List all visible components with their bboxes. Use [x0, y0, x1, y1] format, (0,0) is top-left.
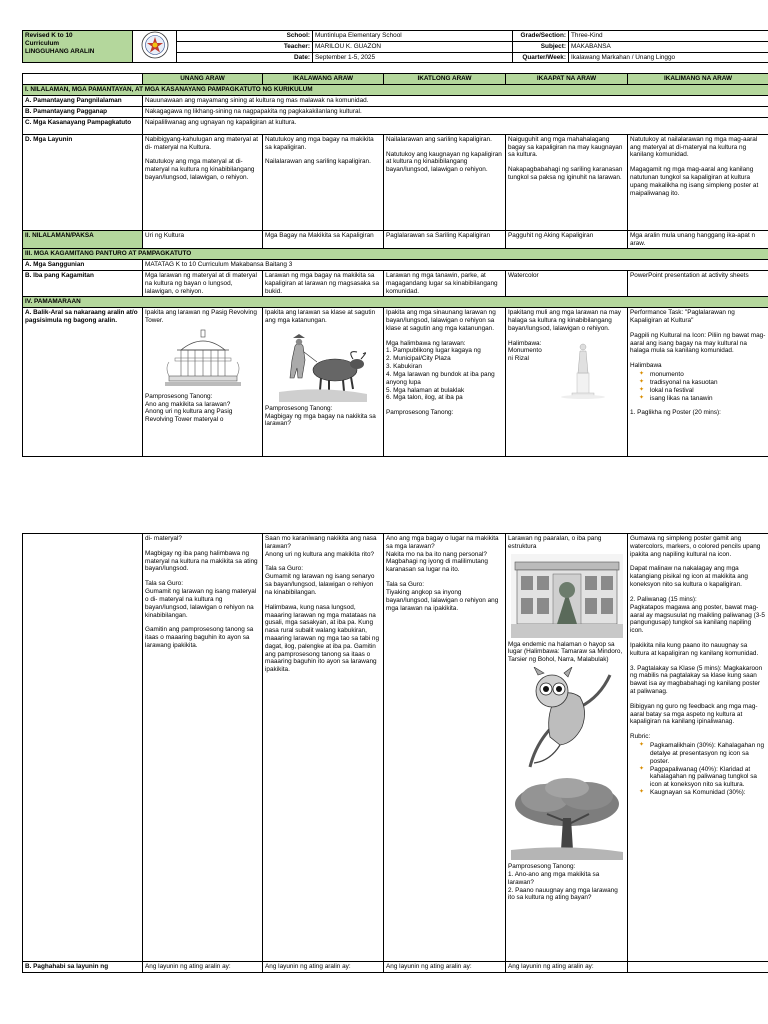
day-header-2: IKALAWANG ARAW	[263, 74, 384, 85]
day-header-5: IKALIMANG NA ARAW	[628, 74, 768, 85]
lesson-purpose-day-5	[628, 962, 768, 973]
date-label: Date:	[177, 52, 313, 63]
references-value: MATATAG K to 10 Curriculum Makabansa Baitang 3	[143, 260, 768, 271]
topic-label: II. NILALAMAN/PAKSA	[23, 230, 143, 249]
deped-seal-icon	[141, 31, 169, 59]
competency-value: Naipaliliwanag ang ugnayan ng kapaligiran at kultura.	[143, 117, 768, 134]
section-i-title: I. NILALAMAN, MGA PAMANTAYAN, AT MGA KASANAYANG PAMPAGKATUTO NG KURIKULUM	[23, 85, 768, 96]
lesson-plan-table	[22, 73, 768, 457]
subject-value: MAKABANSA	[569, 41, 768, 52]
quarter-value: Ikalawang Markahan / Unang Linggo	[569, 52, 768, 63]
quarter-label: Quarter/Week:	[513, 52, 569, 63]
rizal-monument-image	[560, 333, 606, 399]
review-day-2-continued: Saan mo karaniwang nakikita ang nasa larawan? Anong uri ng kultura ang makikita rito? Tala sa Guro: Gumamit ng larawan ng isang senaryo sa bayan/lungsod, lalawigan o rehiyon na kinabibilangan. Halimbawa, kung nasa lungsod, maaaring larawan ng mga matataas na gusali, mga sasakyan, at iba pa. Kung nasa rural subalit walang kabukiran, maaaring larawan ng mga tao sa tabi ng dagat, ilog, palengke at iba pa. Gamitin ang pamprosesong tanong sa itaas o maaaring baguhin ito ayon sa larawang ipakikita.	[263, 534, 384, 962]
review-label: A. Balik-Aral sa nakaraang aralin at/o pagsisimula ng bagong aralin.	[23, 308, 143, 457]
lesson-title: Revised K to 10 Curriculum LINGGUHANG ARALIN	[23, 31, 133, 63]
materials-day-1: Mga larawan ng materyal at di materyal na kultura ng bayan o lungsod, lalawigan, o rehiyon.	[143, 270, 263, 296]
topic-day-2: Mga Bagay na Makikita sa Kapaligiran	[263, 230, 384, 249]
lesson-purpose-day-2: Ang layunin ng ating aralin ay:	[263, 962, 384, 973]
materials-day-4: Watercolor	[506, 270, 628, 296]
references-label: A. Mga Sanggunian	[23, 260, 143, 271]
cultural-icon-examples	[630, 371, 766, 402]
review-day-4-continued: Larawan ng paaralan, o iba pang estruktura Mga endemic na halaman o hayop sa lugar (Halimbawa: Tamaraw sa Mindoro, Tarsier ng Bohol, Narra, Malabulak) Pamprosesong Tanong: 1. Ano-ano ang mga makikita sa larawan? 2. Paano nauugnay ang mga larawang ito sa kultura ng ating bayan?	[506, 534, 628, 962]
review-day-4: Ipakitang muli ang mga larawan na may halaga sa kultura ng kinabibilangang bayan/lungsod, lalawigan o rehiyon. Halimbawa: Monumento ni Rizal	[506, 308, 628, 457]
lesson-purpose-day-3: Ang layunin ng ating aralin ay:	[384, 962, 506, 973]
school-value: Muntinlupa Elementary School	[313, 31, 513, 42]
pasig-revolving-tower-image	[161, 328, 245, 390]
review-day-3: Ipakita ang mga sinaunang larawan ng bayan/lungsod, lalawigan o rehiyon sa klase at sagutin ang mga katanungan. Mga halimbawa ng larawan: 1. Pampublikong lugar kagaya ng 2. Municipal/City Plaza 3. Kabukiran 4. Mga larawan ng bundok at iba pang anyong lupa 5. Mga halaman at bulaklak 6. Mga talon, ilog, at iba pa Pamprosesong Tanong:	[384, 308, 506, 457]
page-one	[0, 30, 768, 457]
list-item: ✦ Kaugnayan sa Komunidad (30%):	[650, 789, 766, 797]
school-label: School:	[177, 31, 313, 42]
review-day-3-continued: Ano ang mga bagay o lugar na makikita sa mga larawan? Nakita mo na ba ito nang personal? Magbahagi ng iyong di malilimutang karanasan sa lugar na ito. Tala sa Guro: Tiyaking angkop sa inyong bayan/lungsod, lalawigan o rehiyon ang mga larawan na ipakikita.	[384, 534, 506, 962]
objectives-label: D. Mga Layunin	[23, 134, 143, 230]
subject-label: Subject:	[513, 41, 569, 52]
topic-day-5: Mga aralin mula unang hanggang ika-apat n araw.	[628, 230, 768, 249]
objectives-day-1: Nabibigyang-kahulugan ang materyal at di- materyal na Kultura. Natutukoy ang mga materyal at di-materyal na kultura ng kinabibilangang bayan/lungsod, lalawigan, o rehiyon.	[143, 134, 263, 230]
farmer-carabao-image	[277, 328, 369, 402]
list-item: ✦ isang likas na tanawin	[650, 395, 766, 403]
lesson-plan-table-continued	[22, 533, 768, 973]
grade-value: Three-Kind	[569, 31, 768, 42]
deped-seal	[133, 31, 177, 63]
review-day-5: Performance Task: "Paglalarawan ng Kapaligiran at Kultura" Pagpili ng Kultural na Icon: Piliin ng bawat mag-aaral ang isang bagay na may kultural na halaga mula sa kanilang komunidad. Halimbawa ✦ monumento ✦ tradisyonal na kasuotan ✦ lokal na festival ✦ isang likas na tanawin 1. Paglikha ng Poster (20 mins):	[628, 308, 768, 457]
lesson-purpose-day-1: Ang layunin ng ating aralin ay:	[143, 962, 263, 973]
rubric-list	[630, 742, 766, 797]
objectives-day-2: Natutukoy ang mga bagay na makikita sa kapaligiran. Nailalarawan ang sariling kapaligiran.	[263, 134, 384, 230]
review-label-continued	[23, 534, 143, 962]
school-building-image	[511, 554, 623, 638]
list-item: ✦ monumento	[650, 371, 766, 379]
tarsier-image	[520, 667, 614, 771]
list-item: ✦ lokal na festival	[650, 387, 766, 395]
day-header-4: IKAAPAT NA ARAW	[506, 74, 628, 85]
performance-standard-label: B. Pamantayang Pagganap	[23, 106, 143, 117]
review-day-1-continued: di- materyal? Magbigay ng iba pang halimbawa ng materyal na kultura na makikita sa ating bayan/lungsod. Tala sa Guro: Gumamit ng larawan ng isang materyal o di- materyal na kultura ng bayan/lungsod, lalawigan o rehiyon na kinabibilangan. Gamitin ang pamprosesong tanong sa itaas o maaaring baguhin ito ayon sa larawang ipakikita.	[143, 534, 263, 962]
date-value: September 1-5, 2025	[313, 52, 513, 63]
list-item: ✦ Pagpapaliwanag (40%): Klaridad at kahalagahan ng paliwanag tungkol sa icon at koneksyon nito sa kultura.	[650, 766, 766, 789]
narra-tree-image	[511, 774, 623, 860]
materials-day-5: PowerPoint presentation at activity sheets	[628, 270, 768, 296]
review-day-2: Ipakita ang larawan sa klase at sagutin ang mga katanungan. Pamprosesong Tanong: Magbigay ng mga bagay na nakikita sa larawan?	[263, 308, 384, 457]
competency-label: C. Mga Kasanayang Pampagkatuto	[23, 117, 143, 134]
other-materials-label: B. Iba pang Kagamitan	[23, 270, 143, 296]
page-two	[0, 533, 768, 973]
section-iii-title: III. MGA KAGAMITANG PANTURO AT PAMPAGKATUTO	[23, 249, 768, 260]
content-standard-value: Nauunawaan ang mayamang sining at kultura ng mas malawak na komunidad.	[143, 96, 768, 107]
day-header-1: UNANG ARAW	[143, 74, 263, 85]
corner-cell	[23, 74, 143, 85]
topic-day-1: Uri ng Kultura	[143, 230, 263, 249]
materials-day-2: Larawan ng mga bagay na makikita sa kapaligiran at larawan ng magsasaka sa bukid.	[263, 270, 384, 296]
teacher-label: Teacher:	[177, 41, 313, 52]
header-table	[22, 30, 768, 63]
objectives-day-3: Nailalarawan ang sariling kapaligiran. Natutukoy ang kaugnayan ng kapaligiran at kultura ng kinabibilangang bayan/lungsod, lalawigan o rehiyon.	[384, 134, 506, 230]
lesson-purpose-label: B. Paghahabi sa layunin ng	[23, 962, 143, 973]
performance-standard-value: Nakagagawa ng likhang-sining na nagpapakita ng pagkakakilanlang kultural.	[143, 106, 768, 117]
content-standard-label: A. Pamantayang Pangnilalaman	[23, 96, 143, 107]
section-iv-title: IV. PAMAMARAAN	[23, 297, 768, 308]
objectives-day-5: Natutukoy at nailalarawan ng mga mag-aaral ang materyal at di-materyal na kultura ng kanilang komunidad. Magagamit ng mga mag-aaral ang kanilang natutunan tungkol sa kapaligiran at kultura upang makalikha ng isang simpleng poster at maipaliwanag ito.	[628, 134, 768, 230]
objectives-day-4: Naiguguhit ang mga mahahalagang bagay sa kapaligiran na may kaugnayan sa kultura. Nakapagbabahagi ng sariling karanasan tungkol sa paksa ng iginuhit na larawan.	[506, 134, 628, 230]
topic-day-3: Paglalarawan sa Sariling Kapaligiran	[384, 230, 506, 249]
grade-label: Grade/Section:	[513, 31, 569, 42]
list-item: ✦ Pagkamalikhain (30%): Kahalagahan ng detalye at presentasyon ng icon sa poster.	[650, 742, 766, 765]
review-day-1: Ipakita ang larawan ng Pasig Revolving Tower. Pamprosesong Tanong: Ano ang makikita sa larawan? Anong uri ng kultura ang Pasig Revolving Tower materyal o	[143, 308, 263, 457]
teacher-value: MARILOU K. GUAZON	[313, 41, 513, 52]
list-item: ✦ tradisyonal na kasuotan	[650, 379, 766, 387]
lesson-purpose-day-4: Ang layunin ng ating aralin ay:	[506, 962, 628, 973]
day-header-3: IKATLONG ARAW	[384, 74, 506, 85]
materials-day-3: Larawan ng mga tanawin, parke, at magagandang lugar sa kinabibilangang komunidad.	[384, 270, 506, 296]
review-day-5-continued: Gumawa ng simpleng poster gamit ang watercolors, markers, o colored pencils upang ipakita ang napiling kultural na icon. Dapat malinaw na nakalagay ang mga katangiang pisikal ng icon at makikita ang koneksyon nito sa kultura o kapaligiran. 2. Paliwanag (15 mins): Pagkatapos magawa ang poster, bawat mag-aaral ay magsusulat ng maikling paliwanag (3-5 pangungusap) tungkol sa kanilang napiling icon. Ipakikita nila kung paano ito nauugnay sa kultura at kapaligiran ng kanilang komunidad. 3. Pagtalakay sa Klase (5 mins): Magkakaroon ng mabilis na pagtalakay sa klase kung saan bawat isa ay magbabahagi ng kanilang poster at paliwanag. Bibigyan ng guro ng feedback ang mga mag-aaral batay sa mga aspeto ng kultura at kapaligiran na kanilang ipinaliwanag. Rubric: ✦ Pagkamalikhain (30%): Kahalagahan ng detalye at presentasyon ng icon sa poster. ✦ Pagpapaliwanag (40%): Klaridad at kahalagahan ng paliwanag tungkol sa icon at koneksyon nito sa kultura. ✦ Kaugnayan sa Komunidad (30%):	[628, 534, 768, 962]
topic-day-4: Pagguhit ng Aking Kapaligiran	[506, 230, 628, 249]
